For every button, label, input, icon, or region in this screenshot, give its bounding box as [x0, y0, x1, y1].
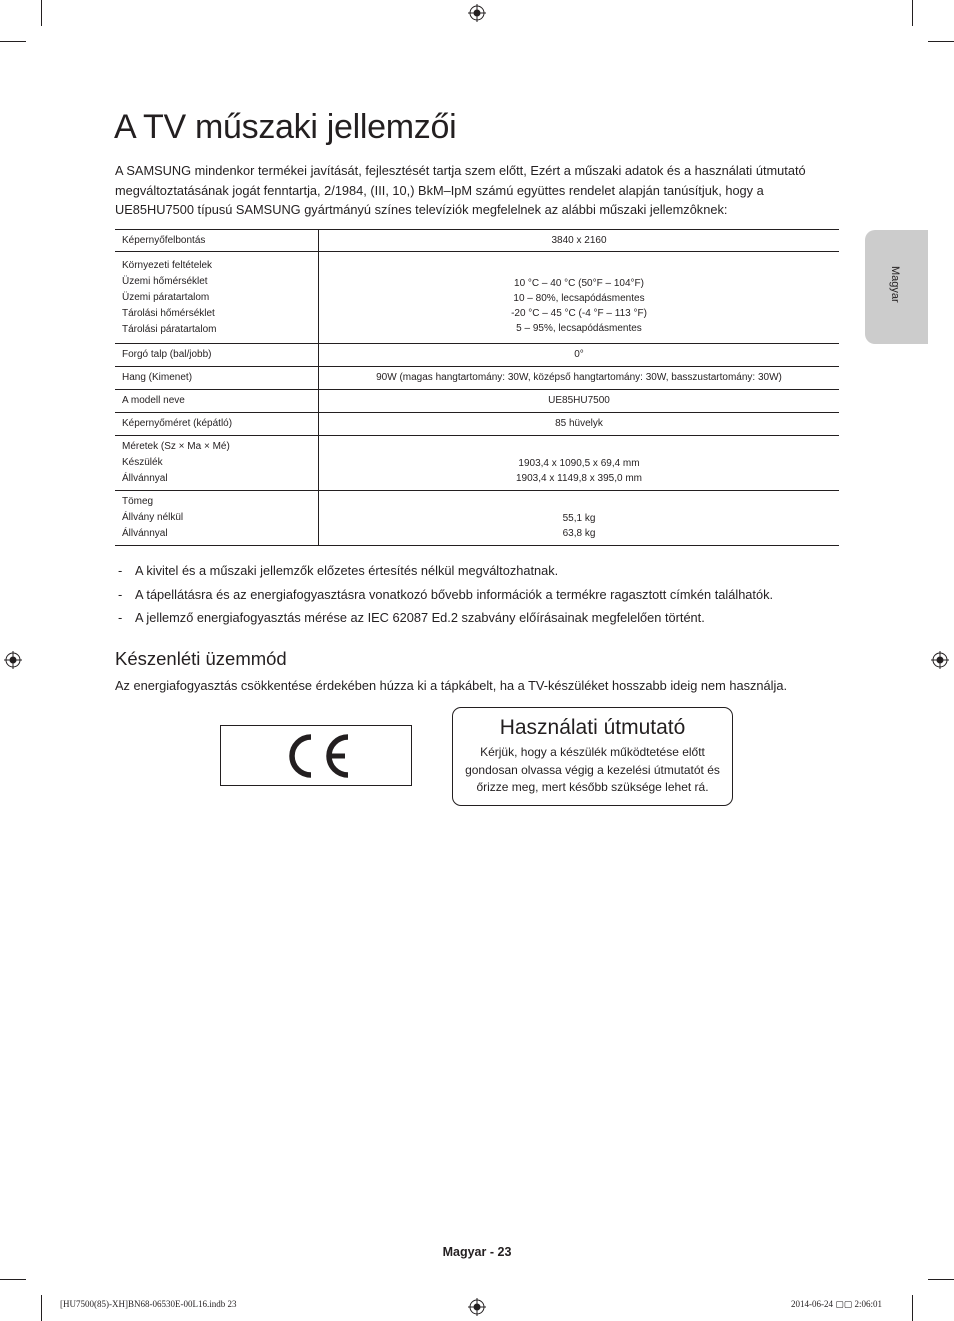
registration-mark-icon: [468, 4, 486, 22]
spec-label: Méretek (Sz × Ma × Mé): [122, 441, 230, 452]
spec-label: Készülék: [122, 457, 163, 468]
note-text: A tápellátásra és az energiafogyasztásra vonatkozó bővebb információk a termékre ragasztott címkén találhatók.: [135, 586, 774, 602]
spec-label: Hang (Kimenet): [115, 367, 319, 390]
registration-mark-icon: [468, 1298, 486, 1316]
crop-mark: [928, 41, 954, 42]
list-item: [115, 608, 840, 632]
table-row: [115, 491, 839, 546]
spec-value-group: [319, 491, 840, 546]
spec-value: 3840 x 2160: [551, 234, 607, 246]
list-item: [115, 561, 840, 585]
spec-value: UE85HU7500: [548, 395, 610, 406]
spec-value: 10 – 80%, lecsapódásmentes: [513, 292, 645, 304]
spec-value-group: [319, 252, 840, 344]
spec-value-group: [319, 436, 840, 491]
dash-bullet: -: [118, 586, 123, 602]
list-item: [115, 585, 840, 609]
intro-paragraph: A SAMSUNG mindenkor termékei javítását, fejlesztését tartja szem előtt, Ezért a műszaki adatok és a használati útmutató megváltoztatásának jogát fenntartja, 2/1984, (III, 10,) BkM–IpM számú együttes rendelet alapján tanúsítjuk, hogy a UE85HU7500 típusú SAMSUNG gyártmányú színes televíziók megfelelnek az alábbi műszaki jellemzôknek:: [115, 163, 806, 217]
manual-box-line: Kérjük, hogy a készülék működtetése előtt: [480, 745, 705, 759]
spec-value: 85 hüvelyk: [555, 418, 603, 429]
spec-value: 90W (magas hangtartomány: 30W, középső hangtartomány: 30W, basszustartomány: 30W): [376, 372, 782, 383]
crop-mark: [0, 1279, 26, 1280]
spec-label: Üzemi hőmérséklet: [122, 275, 208, 287]
spec-value: -20 °C – 45 °C (-4 °F – 113 °F): [511, 307, 647, 319]
table-row: [115, 413, 839, 436]
spec-label: Üzemi páratartalom: [122, 291, 210, 303]
language-side-tab: [865, 230, 928, 344]
footer-file-info: [HU7500(85)-XH]BN68-06530E-00L16.indb 23: [60, 1299, 237, 1309]
page-title: A TV műszaki jellemzői: [114, 108, 457, 146]
user-manual-box: [452, 707, 733, 806]
spec-value: 1903,4 x 1149,8 x 395,0 mm: [515, 473, 642, 484]
spec-label: Környezeti feltételek: [122, 259, 213, 271]
note-text: A kivitel és a műszaki jellemzők előzetes értesítés nélkül megváltozhatnak.: [135, 563, 559, 578]
spec-label: Állvány nélkül: [122, 512, 184, 523]
spec-value: 1903,4 x 1090,5 x 69,4 mm: [518, 458, 640, 469]
ce-mark-icon: [282, 734, 350, 778]
spec-label: Állvánnyal: [122, 473, 168, 484]
spec-label: Állvánnyal: [122, 528, 168, 539]
manual-box-body: [453, 744, 732, 797]
crop-mark: [912, 1295, 913, 1321]
crop-mark: [928, 1279, 954, 1280]
spec-label: Tömeg: [122, 496, 154, 507]
specifications-table: [115, 229, 839, 546]
spec-label: Képernyőfelbontás: [115, 230, 319, 252]
table-row: [115, 390, 839, 413]
table-row: [115, 252, 839, 344]
standby-paragraph: Az energiafogyasztás csökkentése érdekében húzza ki a tápkábelt, ha a TV-készüléket hosszabb ideig nem használja.: [115, 678, 788, 693]
spec-value: 5 – 95%, lecsapódásmentes: [516, 322, 642, 334]
spec-label: A modell neve: [115, 390, 319, 413]
notes-list: [115, 561, 840, 632]
table-row: [115, 367, 839, 390]
spec-label: Tárolási páratartalom: [122, 323, 217, 335]
dash-bullet: -: [118, 610, 123, 625]
page-number: Magyar - 23: [442, 1245, 512, 1259]
note-text: A jellemző energiafogyasztás mérése az IEC 62087 Ed.2 szabvány előírásainak megfelelően történt.: [135, 610, 705, 625]
side-tab-label: Magyar: [889, 266, 901, 303]
ce-mark-box: [220, 725, 412, 786]
table-row: [115, 344, 839, 367]
spec-value: 55,1 kg: [562, 513, 596, 524]
registration-mark-icon: [4, 651, 22, 669]
table-row: [115, 436, 839, 491]
spec-label-group: [115, 491, 319, 546]
spec-label-group: [115, 436, 319, 491]
manual-box-title: Használati útmutató: [499, 716, 686, 739]
spec-value: 63,8 kg: [562, 528, 596, 539]
crop-mark: [41, 1295, 42, 1321]
spec-label: Forgó talp (bal/jobb): [115, 344, 319, 367]
spec-value: 10 °C – 40 °C (50°F – 104°F): [514, 277, 644, 289]
table-row: [115, 230, 839, 252]
crop-mark: [912, 0, 913, 26]
spec-label: Tárolási hőmérséklet: [122, 307, 215, 319]
spec-label: Képernyőméret (képátló): [115, 413, 319, 436]
spec-label-group: [115, 252, 319, 344]
registration-mark-icon: [931, 651, 949, 669]
crop-mark: [41, 0, 42, 26]
standby-heading: Készenléti üzemmód: [115, 648, 287, 669]
manual-box-line: őrizze meg, mert később szüksége lehet rá.: [476, 780, 709, 794]
footer-timestamp: 2014-06-24 ▢▢ 2:06:01: [791, 1299, 883, 1309]
manual-box-line: gondosan olvassa végig a kezelési útmutatót és: [465, 762, 720, 777]
spec-value: 0°: [574, 349, 584, 360]
crop-mark: [0, 41, 26, 42]
dash-bullet: -: [118, 563, 123, 578]
